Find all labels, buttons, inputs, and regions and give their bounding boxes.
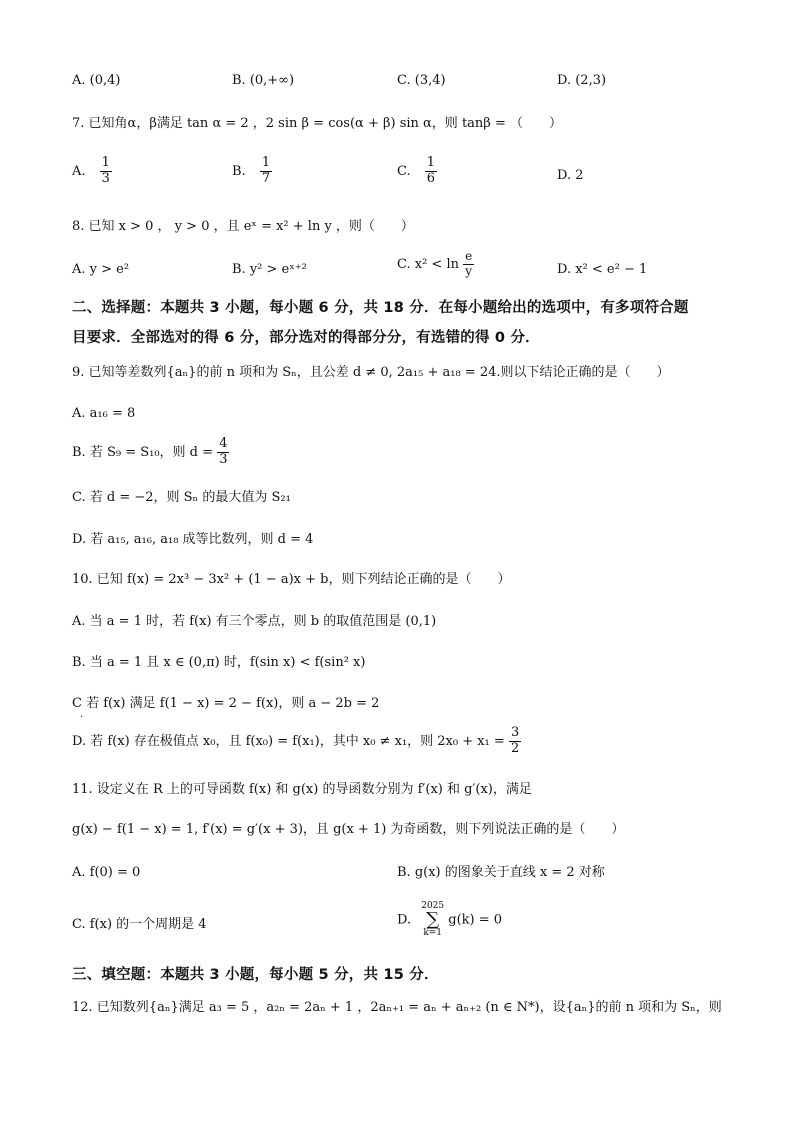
q11-option-b: B. g(x) 的图象关于直线 x = 2 对称	[397, 865, 605, 880]
q8-option-a: A. y > e²	[72, 262, 130, 277]
q8-stem: 8. 已知 x > 0 ， y > 0 ，且 eˣ = x² + ln y ，则（ ）	[72, 219, 414, 234]
q11-stem-line-2: g(x) − f(1 − x) = 1, f′(x) = g′(x + 3)，且 g(x + 1) 为奇函数，则下列说法正确的是（ ）	[72, 822, 625, 837]
q9-stem: 9. 已知等差数列{aₙ}的前 n 项和为 Sₙ，且公差 d ≠ 0, 2a₁₅ + a₁₈ = 24.则以下结论正确的是（ ）	[72, 365, 670, 380]
q6-option-b: B. (0,+∞)	[232, 73, 295, 88]
q8-option-b: B. y² > eˣ⁺²	[232, 262, 307, 277]
q6-option-a: A. (0,4)	[72, 73, 121, 88]
q10-option-c: C 若 f(x) 满足 f(1 − x) = 2 − f(x)，则 a − 2b = 2	[72, 696, 380, 711]
q7-option-b: B. $\frac{1}{7}$	[232, 155, 271, 186]
q9-option-a: A. a₁₆ = 8	[72, 406, 136, 421]
q9-option-c: C. 若 d = −2，则 Sₙ 的最大值为 S₂₁	[72, 490, 291, 505]
q10-option-d: D. 若 f(x) 存在极值点 x₀，且 f(x₀) = f(x₁)，其中 x₀ ≠ x₁，则 2x₀ + x₁ = $\frac{3}{2}$	[72, 725, 520, 756]
q8-option-c: C. x² < ln $\frac{e}{y}$	[397, 249, 473, 278]
q11-option-d: D. 2025 ∑ k=1 g(k) = 0	[397, 901, 503, 938]
q10-option-a: A. 当 a = 1 时，若 f(x) 有三个零点，则 b 的取值范围是 (0,1)	[72, 614, 437, 629]
q10-stem: 10. 已知 f(x) = 2x³ − 3x² + (1 − a)x + b，则下列结论正确的是（ ）	[72, 572, 511, 587]
q6-option-d: D. (2,3)	[557, 73, 607, 88]
q7-option-c: C. $\frac{1}{6}$	[397, 155, 436, 186]
q12-stem: 12. 已知数列{aₙ}满足 a₃ = 5 ，a₂ₙ = 2aₙ + 1 ，2aₙ₊₁ = aₙ + aₙ₊₂ (n ∈ N*)，设{aₙ}的前 n 项和为 Sₙ，则	[72, 1000, 722, 1015]
q7-option-a: A. $\frac{1}{3}$	[72, 155, 110, 186]
q7-stem: 7. 已知角α，β满足 tan α = 2 ，2 sin β = cos(α + β) sin α，则 tanβ = （ ）	[72, 116, 562, 131]
section-2-heading-line-2: 目要求．全部选对的得 6 分，部分选对的得部分分，有选错的得 0 分．	[72, 330, 540, 346]
section-3-heading: 三、填空题：本题共 3 小题，每小题 5 分，共 15 分．	[72, 967, 439, 983]
q11-stem-line-1: 11. 设定义在 R 上的可导函数 f(x) 和 g(x) 的导函数分别为 f′(x) 和 g′(x)，满足	[72, 782, 532, 797]
q9-option-d: D. 若 a₁₅, a₁₆, a₁₈ 成等比数列，则 d = 4	[72, 532, 314, 547]
q7-option-d: D. 2	[557, 168, 584, 183]
q6-option-c: C. (3,4)	[397, 73, 446, 88]
q11-option-a: A. f(0) = 0	[72, 865, 141, 880]
section-2-heading-line-1: 二、选择题：本题共 3 小题，每小题 6 分，共 18 分．在每小题给出的选项中，有多项符合题	[72, 300, 689, 316]
stray-mark: ·	[80, 712, 84, 723]
q8-option-d: D. x² < e² − 1	[557, 262, 648, 277]
q9-option-b: B. 若 S₉ = S₁₀，则 d = $\frac{4}{3}$	[72, 436, 228, 467]
q10-option-b: B. 当 a = 1 且 x ∈ (0,π) 时，f(sin x) < f(sin² x)	[72, 655, 366, 670]
q11-option-c: C. f(x) 的一个周期是 4	[72, 917, 207, 932]
